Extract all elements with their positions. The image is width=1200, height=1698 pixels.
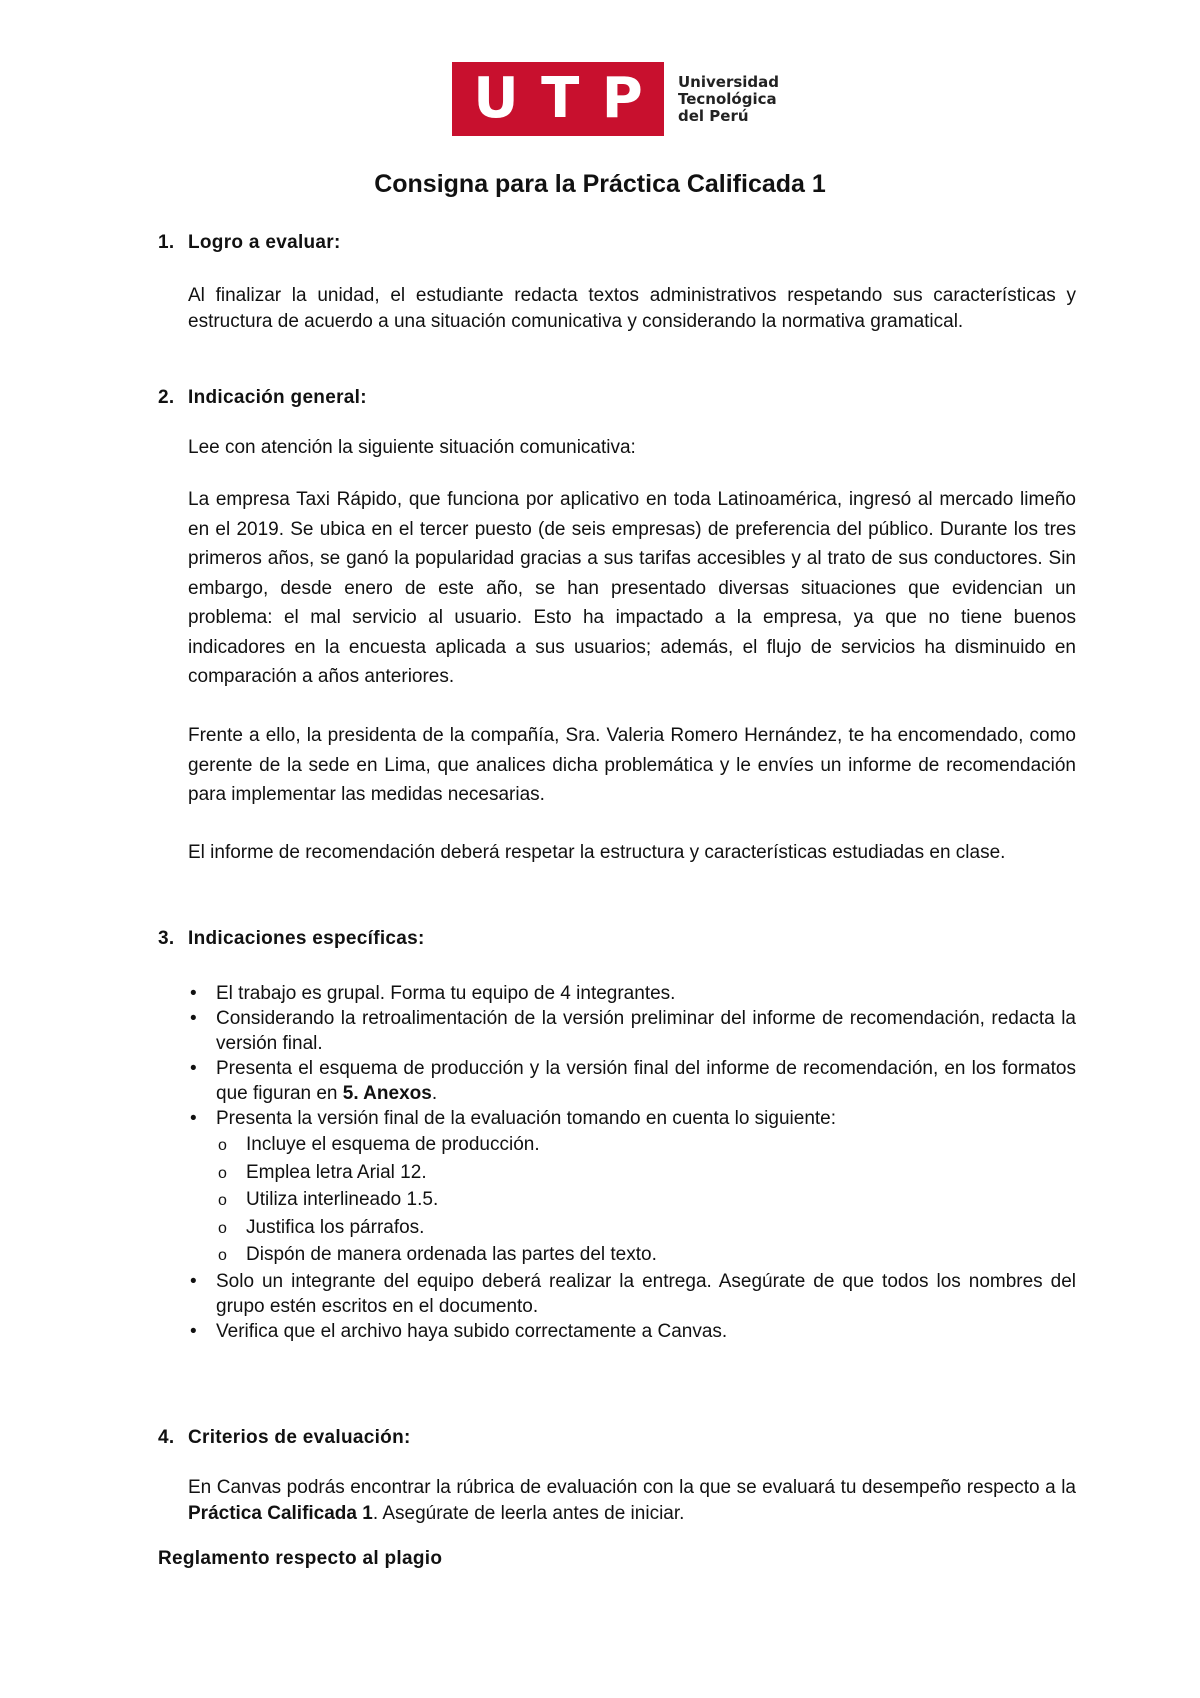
bullet-icon: •: [190, 1320, 197, 1342]
plagiarism-heading: Reglamento respecto al plagio: [158, 1548, 443, 1569]
bullet-icon: •: [190, 1058, 197, 1079]
bullet-icon: •: [190, 983, 197, 1004]
anexos-reference: 5. Anexos: [342, 1083, 432, 1104]
list-item: • Verifica que el archivo haya subido correctamente a Canvas.: [190, 1320, 728, 1342]
utp-logo-mark: [452, 62, 664, 136]
circle-bullet-icon: o: [218, 1219, 227, 1237]
logo-letter-u: U: [473, 66, 519, 131]
section-4-heading: 4. Criterios de evaluación:: [158, 1427, 411, 1448]
section-2-heading: 2. Indicación general:: [158, 387, 367, 408]
circle-bullet-icon: o: [218, 1137, 227, 1154]
list-item: • Presenta el esquema de producción y la versión final del informe de recomendación, en los formatos que figuran en 5. Anexos.: [190, 1058, 1076, 1104]
section-1-text: Al finalizar la unidad, el estudiante redacta textos administrativos respetando sus características y estructura de acuerdo a una situación comunicativa y considerando la normativa gramatical.: [188, 285, 1076, 332]
sub-list-item: o Utiliza interlineado 1.5.: [188, 1186, 1076, 1214]
circle-bullet-icon: o: [218, 1192, 227, 1209]
section-3-list: [188, 981, 1076, 1344]
list-item: • Considerando la retroalimentación de la versión preliminar del informe de recomendación, redacta la versión final.: [190, 1008, 1076, 1054]
section-2-paragraph-2: Frente a ello, la presidenta de la compañía, Sra. Valeria Romero Hernández, te ha encomendado, como gerente de la sede en Lima, que analices dicha problemática y le envíes un informe de recomendación para implementar las medidas necesarias.: [188, 725, 1076, 805]
page-title: Consigna para la Práctica Calificada 1: [374, 170, 826, 198]
circle-bullet-icon: o: [218, 1164, 227, 1182]
bullet-icon: •: [190, 1108, 197, 1129]
list-item: • El trabajo es grupal. Forma tu equipo de 4 integrantes.: [190, 983, 676, 1004]
sub-list-item: o Emplea letra Arial 12.: [188, 1159, 1076, 1187]
section-2-paragraph-3: El informe de recomendación deberá respetar la estructura y características estudiadas en clase.: [188, 842, 1006, 863]
logo-letter-p: P: [601, 66, 643, 131]
section-3-heading: 3. Indicaciones específicas:: [158, 928, 425, 949]
logo-wordmark: Universidad Tecnológica del Perú: [678, 72, 780, 125]
list-item: • Presenta la versión final de la evaluación tomando en cuenta lo siguiente:: [190, 1108, 837, 1129]
sub-list-item: o Incluye el esquema de producción.: [188, 1131, 1076, 1159]
section-1-heading: 1. Logro a evaluar:: [158, 232, 341, 253]
bullet-icon: •: [190, 1008, 197, 1029]
logo-letter-t: T: [541, 66, 580, 131]
circle-bullet-icon: o: [218, 1247, 227, 1264]
section-2-paragraph-1: La empresa Taxi Rápido, que funciona por aplicativo en toda Latinoamérica, ingresó al mercado limeño en el 2019. Se ubica en el tercer puesto (de seis empresas) de preferencia del público. Durante los tres primeros años, se ganó la popularidad gracias a sus tarifas accesibles y al trato de sus conductores. Sin embargo, desde enero de este año, se han presentado diversas situaciones que evidencian un problema: el mal servicio al usuario. Esto ha impactado a la empresa, ya que no tiene buenos indicadores en la encuesta aplicada a sus usuarios; además, el flujo de servicios ha disminuido en comparación a años anteriores.: [188, 489, 1076, 687]
section-2-intro: Lee con atención la siguiente situación comunicativa:: [188, 437, 636, 458]
list-item: • Solo un integrante del equipo deberá realizar la entrega. Asegúrate de que todos los nombres del grupo estén escritos en el documento.: [190, 1270, 1076, 1317]
bullet-icon: •: [190, 1270, 197, 1292]
practice-reference: Práctica Calificada 1: [188, 1503, 373, 1524]
sub-list-item: o Dispón de manera ordenada las partes del texto.: [188, 1241, 1076, 1269]
section-4-text: En Canvas podrás encontrar la rúbrica de evaluación con la que se evaluará tu desempeño respecto a la Práctica Calificada 1. Asegúrate de leerla antes de iniciar.: [188, 1477, 1076, 1524]
sub-list-item: o Justifica los párrafos.: [188, 1214, 1076, 1242]
utp-logo: [452, 62, 779, 136]
